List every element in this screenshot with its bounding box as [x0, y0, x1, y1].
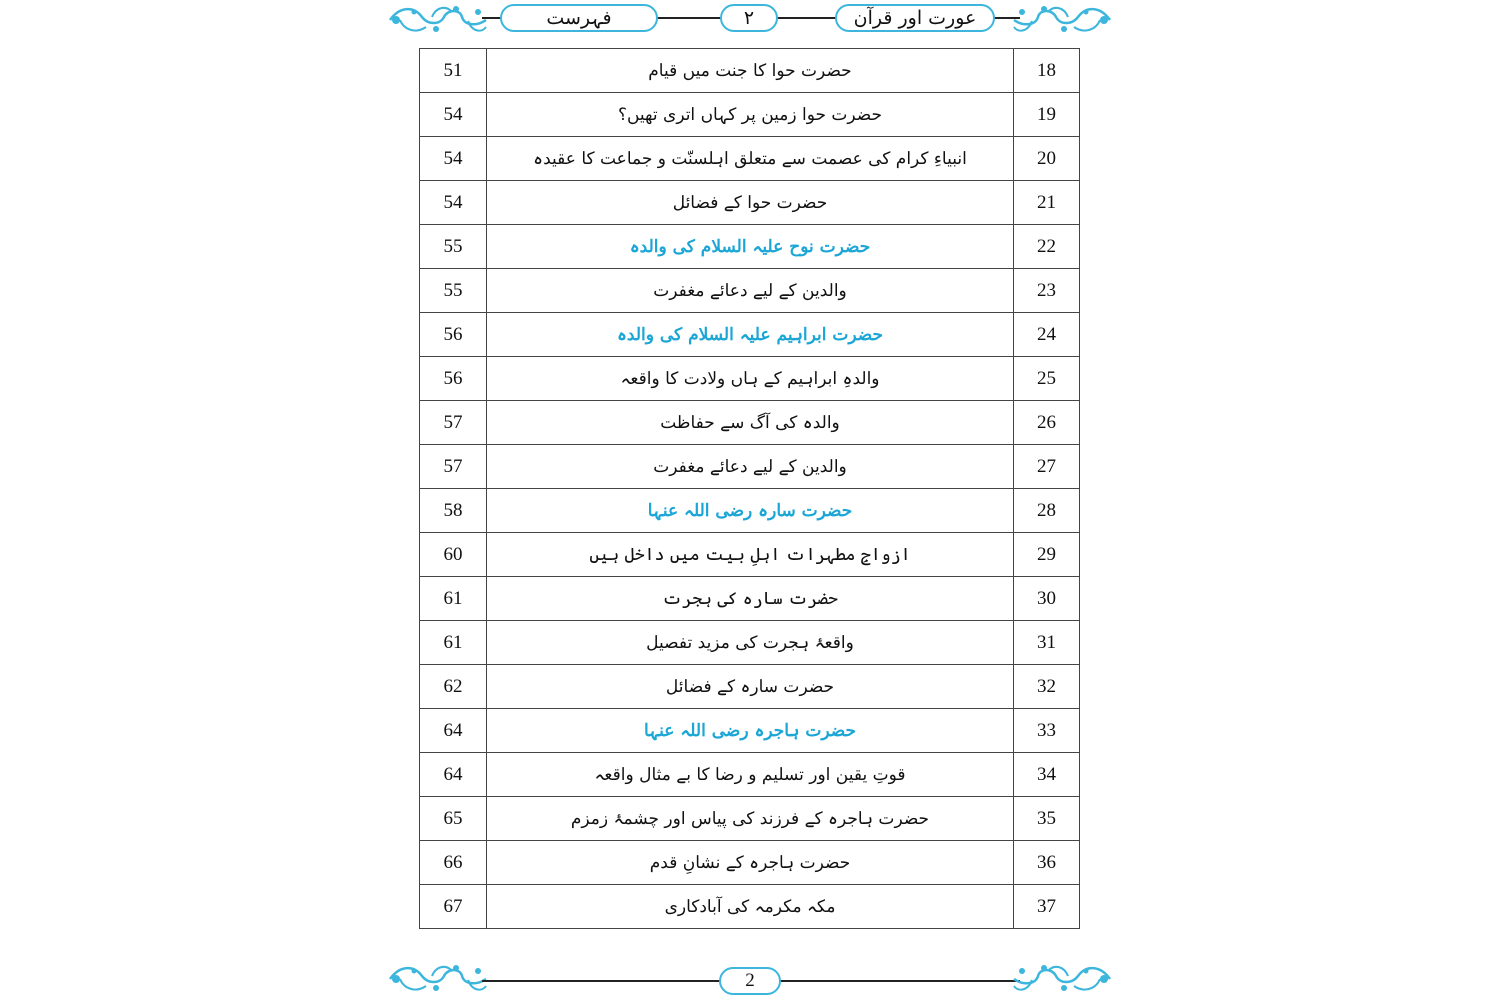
floral-scroll-icon	[1010, 962, 1114, 996]
table-row	[420, 885, 1080, 929]
table-row	[420, 665, 1080, 709]
entry-title: والدہ کی آگ سے حفاظت	[487, 401, 1014, 445]
entry-title: والدین کے لیے دعائے مغفرت	[487, 445, 1014, 489]
entry-page-number: 64	[420, 753, 487, 797]
entry-page-number: 51	[420, 49, 487, 93]
table-row	[420, 533, 1080, 577]
entry-page-number: 61	[420, 577, 487, 621]
entry-title: حضرت سارہ کی ہجرت	[487, 577, 1014, 621]
entry-number: 35	[1014, 797, 1080, 841]
entry-title: حضرت نوح علیہ السلام کی والدہ	[487, 225, 1014, 269]
entry-title: حضرت ہاجرہ رضی اللہ عنہا	[487, 709, 1014, 753]
entry-title: انبیاءِ کرام کی عصمت سے متعلق اہلسنّت و جماعت کا عقیدہ	[487, 137, 1014, 181]
entry-page-number: 55	[420, 269, 487, 313]
table-row	[420, 577, 1080, 621]
entry-number: 19	[1014, 93, 1080, 137]
entry-page-number: 65	[420, 797, 487, 841]
table-row	[420, 269, 1080, 313]
entry-title: واقعۂ ہجرت کی مزید تفصیل	[487, 621, 1014, 665]
floral-scroll-icon	[386, 3, 490, 37]
entry-number: 27	[1014, 445, 1080, 489]
entry-title: ازواجِ مطہرات اہلِ بیت میں داخل ہیں	[487, 533, 1014, 577]
entry-number: 33	[1014, 709, 1080, 753]
entry-number: 31	[1014, 621, 1080, 665]
table-row	[420, 401, 1080, 445]
table-row	[420, 797, 1080, 841]
entry-number: 22	[1014, 225, 1080, 269]
entry-number: 18	[1014, 49, 1080, 93]
section-title: فہرست	[500, 4, 658, 32]
page-header	[0, 0, 1500, 42]
table-row	[420, 445, 1080, 489]
entry-title: والدین کے لیے دعائے مغفرت	[487, 269, 1014, 313]
table-row	[420, 709, 1080, 753]
entry-page-number: 60	[420, 533, 487, 577]
table-row	[420, 357, 1080, 401]
entry-number: 37	[1014, 885, 1080, 929]
entry-page-number: 56	[420, 357, 487, 401]
entry-title: حضرت حوا زمین پر کہاں اتری تھیں؟	[487, 93, 1014, 137]
entry-page-number: 61	[420, 621, 487, 665]
table-row	[420, 489, 1080, 533]
table-row	[420, 313, 1080, 357]
entry-number: 21	[1014, 181, 1080, 225]
entry-title: مکہ مکرمہ کی آبادکاری	[487, 885, 1014, 929]
floral-scroll-icon	[1010, 3, 1114, 37]
entry-page-number: 62	[420, 665, 487, 709]
entry-page-number: 58	[420, 489, 487, 533]
floral-scroll-icon	[386, 962, 490, 996]
table-row	[420, 753, 1080, 797]
entry-title: حضرت ہاجرہ کے فرزند کی پیاس اور چشمۂ زمزم	[487, 797, 1014, 841]
table-row	[420, 137, 1080, 181]
entry-page-number: 57	[420, 401, 487, 445]
entry-title: والدہِ ابراہیم کے ہاں ولادت کا واقعہ	[487, 357, 1014, 401]
entry-number: 20	[1014, 137, 1080, 181]
entry-page-number: 54	[420, 93, 487, 137]
entry-number: 34	[1014, 753, 1080, 797]
table-row	[420, 93, 1080, 137]
entry-number: 23	[1014, 269, 1080, 313]
entry-title: قوتِ یقین اور تسلیم و رضا کا بے مثال واقعہ	[487, 753, 1014, 797]
entry-title: حضرت حوا کا جنت میں قیام	[487, 49, 1014, 93]
entry-title: حضرت سارہ رضی اللہ عنہا	[487, 489, 1014, 533]
entry-number: 29	[1014, 533, 1080, 577]
entry-title: حضرت حوا کے فضائل	[487, 181, 1014, 225]
entry-number: 36	[1014, 841, 1080, 885]
header-page-number: ۲	[720, 4, 778, 32]
footer-page-number: 2	[719, 967, 781, 995]
entry-number: 30	[1014, 577, 1080, 621]
table-row	[420, 225, 1080, 269]
entry-page-number: 54	[420, 137, 487, 181]
entry-number: 26	[1014, 401, 1080, 445]
entry-page-number: 55	[420, 225, 487, 269]
entry-title: حضرت سارہ کے فضائل	[487, 665, 1014, 709]
entry-page-number: 56	[420, 313, 487, 357]
entry-page-number: 54	[420, 181, 487, 225]
entry-number: 24	[1014, 313, 1080, 357]
page-footer	[0, 958, 1500, 1000]
entry-page-number: 67	[420, 885, 487, 929]
table-row	[420, 841, 1080, 885]
table-row	[420, 181, 1080, 225]
entry-number: 32	[1014, 665, 1080, 709]
entry-number: 28	[1014, 489, 1080, 533]
table-row	[420, 49, 1080, 93]
entry-title: حضرت ہاجرہ کے نشانِ قدم	[487, 841, 1014, 885]
book-title: عورت اور قرآن	[835, 4, 995, 32]
entry-title: حضرت ابراہیم علیہ السلام کی والدہ	[487, 313, 1014, 357]
entry-page-number: 64	[420, 709, 487, 753]
table-of-contents	[419, 48, 1080, 929]
entry-page-number: 57	[420, 445, 487, 489]
table-row	[420, 621, 1080, 665]
entry-page-number: 66	[420, 841, 487, 885]
entry-number: 25	[1014, 357, 1080, 401]
